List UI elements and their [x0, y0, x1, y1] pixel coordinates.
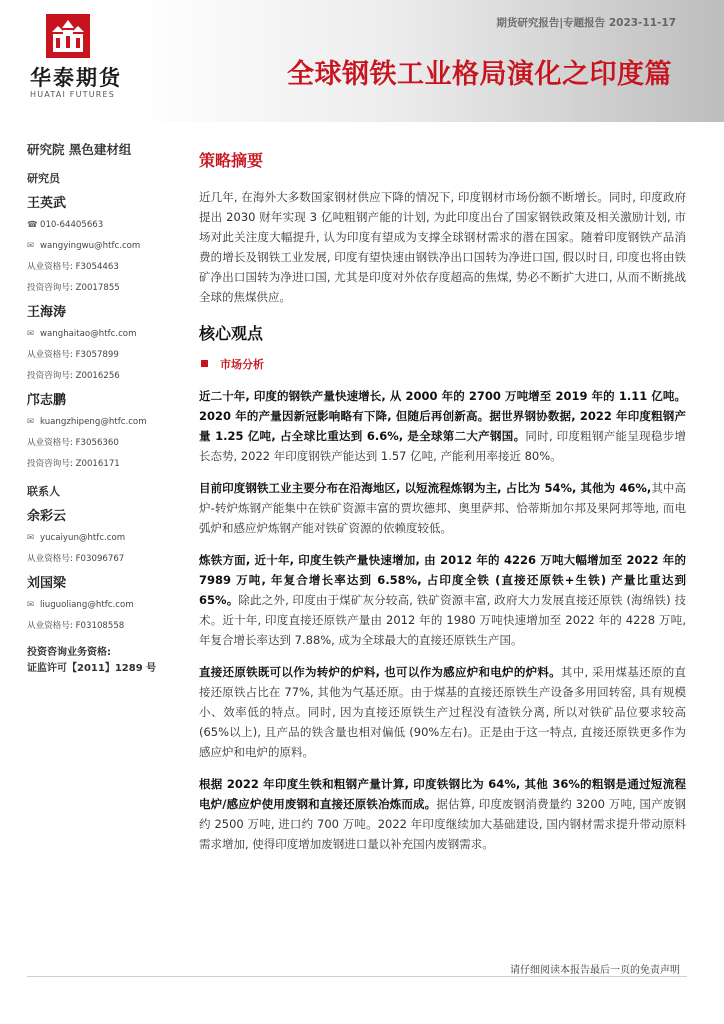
contacts-label: 联系人 [27, 485, 60, 498]
researcher-invest-number: 投资咨询号: Z0016171 [27, 459, 120, 469]
footer-divider [27, 976, 687, 977]
author-sidebar [27, 140, 182, 677]
mail-icon: ✉ [27, 600, 35, 610]
mail-icon: ✉ [27, 241, 35, 251]
core-views-title: 核心观点 [199, 324, 264, 343]
researcher-invest-number: 投资咨询号: Z0017855 [27, 283, 120, 293]
logo-chinese-name: 华泰期货 [30, 66, 122, 90]
report-body [199, 148, 686, 866]
summary-paragraph: 近几年, 在海外大多数国家钢材供应下降的情况下, 印度钢材市场份额不断增长。同时, 印度政府提出 2030 财年实现 3 亿吨粗钢产能的计划, 为此印度出台了国家钢铁政策及相关激励计划, 市场对此关注度大幅提升, 认为印度有望成为支撑全球钢材需求的潜在国家。随着印度钢铁产品消费的增长及钢铁工业发展, 印度有望快速由钢铁净出口国转为净进口国, 假以时日, 印度也将由铁矿净出口国转为净进口国, 尤其是印度对外依存度超高的焦煤, 势必不断扩大进口, 从而不断挑战全球的焦煤供应。 [199, 190, 686, 304]
company-logo [30, 14, 130, 110]
researcher-invest-number: 投资咨询号: Z0016256 [27, 371, 120, 381]
research-group: 研究院 黑色建材组 [27, 142, 132, 157]
researcher-name: 王海涛 [27, 305, 67, 320]
researcher-qualification: 从业资格号: F3054463 [27, 262, 119, 272]
analysis-paragraph: 根据 2022 年印度生铁和粗钢产量计算, 印度铁钢比为 64%, 其他 36%的粗钢是通过短流程电炉/感应炉使用废钢和直接还原铁冶炼而成。据估算, 印度废钢消费量约 3200 万吨, 国产废钢约 2500 万吨, 进口约 700 万吨。2022 年印度继续加大基础建设, 国内钢材需求提升带动原料需求增加, 使得印度增加废钢进口量以补充国内废钢需求。 [199, 777, 686, 851]
license-label: 投资咨询业务资格: [27, 647, 111, 658]
logo-english-name: HUATAI FUTURES [30, 90, 116, 99]
contact-qualification: 从业资格号: F03108558 [27, 621, 125, 631]
mail-icon: ✉ [27, 533, 35, 543]
contact-email[interactable]: ✉ liuguoliang@htfc.com [27, 597, 182, 613]
phone-icon: ☎ [27, 220, 38, 230]
contact-name: 余彩云 [27, 509, 67, 524]
summary-title: 策略摘要 [199, 151, 264, 170]
researcher-email[interactable]: ✉ kuangzhipeng@htfc.com [27, 414, 182, 430]
huatai-logo-icon [46, 14, 90, 58]
mail-icon: ✉ [27, 417, 35, 427]
researcher-name: 王英武 [27, 196, 67, 211]
researcher-qualification: 从业资格号: F3057899 [27, 350, 119, 360]
analysis-paragraph: 近二十年, 印度的钢铁产量快速增长, 从 2000 年的 2700 万吨增至 2019 年的 1.11 亿吨。2020 年的产量因新冠影响略有下降, 但随后再创新高。据世界钢协数据, 2022 年印度粗钢产量 1.25 亿吨, 占全球比重达到 6.6%, 是全球第二大产钢国。同时, 印度粗钢产能呈现稳步增长态势, 2022 年印度钢铁产能达到 1.57 亿吨, 产能利用率接近 80%。 [199, 389, 687, 463]
report-header [0, 0, 724, 122]
license-value: 证监许可【2011】1289 号 [27, 663, 157, 674]
mail-icon: ✉ [27, 329, 35, 339]
analysis-paragraph: 目前印度钢铁工业主要分布在沿海地区, 以短流程炼钢为主, 占比为 54%, 其他为 46%,其中高炉-转炉炼钢产能集中在铁矿资源丰富的贾坎德邦、奥里萨邦、恰蒂斯加尔邦及果阿邦等地, 而电弧炉和感应炉炼钢产能对铁矿资源的依赖度较低。 [199, 481, 686, 535]
analysis-paragraph: 直接还原铁既可以作为转炉的炉料, 也可以作为感应炉和电炉的炉料。其中, 采用煤基还原的直接还原铁占比在 77%, 其他为气基还原。由于煤基的直接还原铁生产设备多用回转窑, 具有规模小、效率低的特点。同时, 因为直接还原铁生产过程没有渣铁分离, 所以对铁矿品位要求较高 (65%以上), 且产品的铁含量也相对偏低 (90%左右)。正是由于这一特点, 直接还原铁更多作为感应炉和电炉的原料。 [199, 665, 686, 759]
report-title: 全球钢铁工业格局演化之印度篇 [287, 59, 672, 90]
researchers-label: 研究员 [27, 172, 60, 185]
researcher-name: 邝志鹏 [27, 393, 67, 408]
contact-email[interactable]: ✉ yucaiyun@htfc.com [27, 530, 182, 546]
report-meta: 期货研究报告|专题报告 2023-11-17 [496, 17, 676, 29]
researcher-email[interactable]: ✉ wangyingwu@htfc.com [27, 238, 182, 254]
analysis-paragraph: 炼铁方面, 近十年, 印度生铁产量快速增加, 由 2012 年的 4226 万吨大幅增加至 2022 年的 7989 万吨, 年复合增长率达到 6.58%, 占印度全铁 (直接还原铁+生铁) 产量比重达到 65%。除此之外, 印度由于煤矿灰分较高, 铁矿资源丰富, 政府大力发展直接还原铁 (海绵铁) 技术。近十年, 印度直接还原铁产量由 2012 年的 1980 万吨快速增加至 2022 年的 4228 万吨, 年复合增长率达到 7.88%, 成为全球最大的直接还原铁生产国。 [199, 553, 686, 647]
researcher-email[interactable]: ✉ wanghaitao@htfc.com [27, 326, 182, 342]
researcher-qualification: 从业资格号: F3056360 [27, 438, 119, 448]
contact-qualification: 从业资格号: F03096767 [27, 554, 125, 564]
disclaimer-note: 请仔细阅读本报告最后一页的免责声明 [510, 965, 680, 976]
square-bullet-icon [201, 360, 208, 367]
researcher-phone: ☎ 010-64405663 [27, 217, 182, 233]
market-analysis-heading: 市场分析 [201, 356, 686, 372]
contact-name: 刘国梁 [27, 576, 67, 591]
